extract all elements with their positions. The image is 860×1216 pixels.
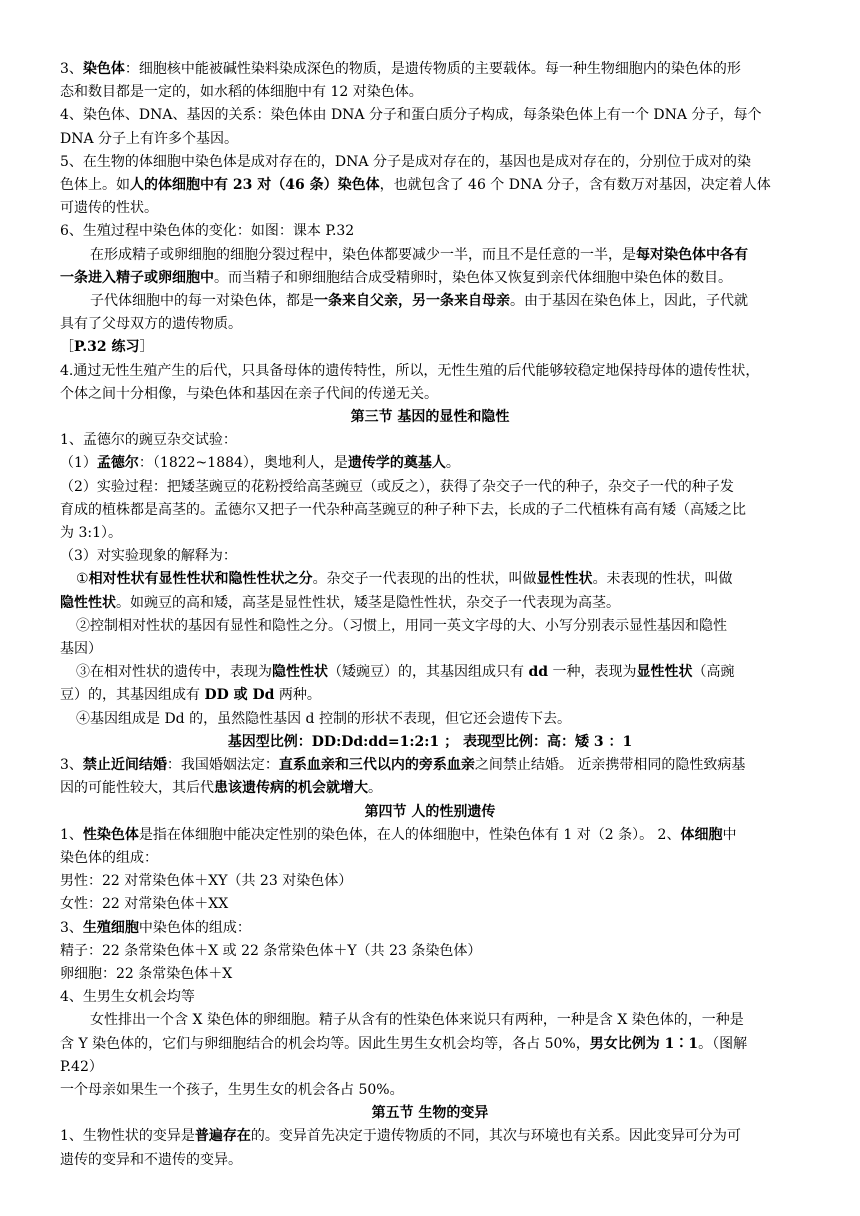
text-line xyxy=(60,777,800,800)
text-line xyxy=(60,452,800,475)
text-line xyxy=(60,58,800,81)
bold-text: 每对染色体中各有 xyxy=(636,246,748,263)
text-line xyxy=(60,1149,800,1172)
text-line xyxy=(60,174,800,197)
text-span: 的。变异首先决定于遗传物质的不同，其次与环境也有关系。因此变异可分为可 xyxy=(250,1128,741,1145)
text-span: ，也就包含了 46 个 DNA 分子，含有数万对基因，决定着人体 xyxy=(379,177,771,194)
bold-text: 体细胞 xyxy=(680,826,723,843)
bold-text: 隐性性状 xyxy=(272,664,328,681)
text-span: 是指在体细胞中能决定性别的染色体，在人的体细胞中，性染色体有 1 对（2 条）。 2、 xyxy=(138,826,681,843)
text-span: ① xyxy=(76,571,89,588)
text-span: 。由于基因在染色体上，因此，子代就 xyxy=(510,293,748,310)
text-line xyxy=(60,267,800,290)
text-span: 3、 xyxy=(60,919,83,936)
text-span: 4.通过无性生殖产生的后代，只具备母体的遗传特性，所以，无性生殖的后代能够较稳定地保持母体的遗传性状， xyxy=(60,362,760,379)
text-span: 3、 xyxy=(60,61,83,77)
bold-text: 患该遗传病的机会就增大 xyxy=(214,780,368,797)
text-line xyxy=(60,1125,800,1148)
text-span: 。未表现的性状，叫做 xyxy=(592,571,733,588)
text-span: 育成的植株都是高茎的。孟德尔又把子一代杂种高茎豌豆的种子种下去，长成的子二代植株有高有矮（高矮之比 xyxy=(60,501,746,518)
section-heading xyxy=(60,406,800,429)
text-span: 一种，表现为 xyxy=(548,664,637,681)
text-span: 中染色体的组成： xyxy=(138,919,251,936)
bold-text: 第五节 生物的变异 xyxy=(371,1105,489,1122)
text-line xyxy=(60,499,800,522)
bold-text: 遗传学的奠基人 xyxy=(347,455,446,472)
text-line xyxy=(60,917,800,940)
text-line xyxy=(60,847,800,870)
text-line xyxy=(60,522,800,545)
text-span: （矮豌豆）的，其基因组成只有 xyxy=(328,664,529,681)
text-line xyxy=(60,244,800,267)
text-line xyxy=(60,940,800,963)
text-line xyxy=(60,661,800,684)
text-span: P.42） xyxy=(60,1058,103,1075)
text-span: 5、在生物的体细胞中染色体是成对存在的，DNA 分子是成对存在的，基因也是成对存在的，分别位于成对的染 xyxy=(60,153,751,170)
text-span: 。而当精子和卵细胞结合成受精卵时，染色体又恢复到亲代体细胞中染色体的数目。 xyxy=(214,269,732,286)
text-span: 豆）的，其基因组成有 xyxy=(60,687,205,704)
text-line xyxy=(60,963,800,986)
text-span: 。如豌豆的高和矮，高茎是显性性状，矮茎是隐性性状，杂交子一代表现为高茎。 xyxy=(116,594,620,611)
text-span: （2）实验过程：把矮茎豌豆的花粉授给高茎豌豆（或反之），获得了杂交子一代的种子，杂交子一代的种子发 xyxy=(60,478,734,495)
text-line xyxy=(60,592,800,615)
text-span: 态和数目都是一定的，如水稻的体细胞中有 12 对染色体。 xyxy=(60,84,423,101)
text-line xyxy=(60,893,800,916)
bold-text: 隐性性状 xyxy=(60,594,116,611)
bold-text: 人的体细胞中有 23 对（46 条）染色体 xyxy=(130,177,380,194)
bold-text: dd xyxy=(528,664,549,681)
text-span: 色体上。如 xyxy=(60,177,130,194)
text-span: ③在相对性状的遗传中，表现为 xyxy=(76,664,272,681)
text-line xyxy=(60,568,800,591)
bold-text: 第三节 基因的显性和隐性 xyxy=(350,409,510,426)
text-line xyxy=(60,638,800,661)
text-line xyxy=(60,615,800,638)
text-span: 含 Y 染色体的，它们与卵细胞结合的机会均等。因此生男生女机会均等，各占 50%， xyxy=(60,1035,590,1052)
text-span: 1、孟德尔的豌豆杂交试验： xyxy=(60,432,237,449)
text-span: ④基因组成是 Dd 的，虽然隐性基因 d 控制的形状不表现，但它还会遗传下去。 xyxy=(76,710,571,727)
text-span: 男性：22 对常染色体＋XY（共 23 对染色体） xyxy=(60,873,353,890)
text-span: 基因） xyxy=(60,641,102,658)
text-span: 为 3:1）。 xyxy=(60,525,122,542)
text-line xyxy=(60,360,800,383)
text-line xyxy=(60,870,800,893)
text-span: 具有了父母双方的遗传物质。 xyxy=(60,316,242,333)
text-line xyxy=(60,1033,800,1056)
text-span: （高豌 xyxy=(692,664,735,681)
bold-text: 相对性状有显性性状和隐性性状之分 xyxy=(88,571,313,588)
text-line xyxy=(60,151,800,174)
bold-text: 禁止近间结婚 xyxy=(82,757,167,774)
text-line xyxy=(60,197,800,220)
text-span: 中 xyxy=(722,826,737,843)
section-heading xyxy=(60,1102,800,1125)
bold-text: 显性性状 xyxy=(536,571,593,588)
text-span: 1、生物性状的变异是 xyxy=(60,1128,195,1145)
text-line xyxy=(60,545,800,568)
text-line xyxy=(60,1009,800,1032)
text-line xyxy=(60,476,800,499)
text-line xyxy=(60,383,800,406)
text-span: ：（1822~1884），奥地利人，是 xyxy=(138,455,348,472)
text-line xyxy=(60,1056,800,1079)
text-line xyxy=(60,1079,800,1102)
bold-text: 基因型比例：DD:Dd:dd=1:2:1 ； 表现型比例：高：矮 3 ：1 xyxy=(227,733,633,750)
section-heading xyxy=(60,801,800,824)
bold-text: 直系血亲和三代以内的旁系血亲 xyxy=(278,757,475,774)
text-span: 6、生殖过程中染色体的变化：如图：课本 P.32 xyxy=(60,223,355,240)
text-line xyxy=(60,754,800,777)
text-span: 染色体的组成： xyxy=(60,849,158,866)
text-line xyxy=(60,104,800,127)
text-span: 。 xyxy=(368,780,382,797)
text-span: 3、 xyxy=(60,757,83,774)
text-line xyxy=(60,429,800,452)
text-span: 女性排出一个含 X 染色体的卵细胞。精子从含有的性染色体来说只有两种，一种是含 X 染色体的，一种是 xyxy=(90,1012,744,1029)
text-span: 因的可能性较大，其后代 xyxy=(60,780,214,797)
text-span: ：我国婚姻法定： xyxy=(166,757,279,774)
text-line xyxy=(60,708,800,731)
text-span: 在形成精子或卵细胞的细胞分裂过程中，染色体都要减少一半，而且不是任意的一半，是 xyxy=(90,246,636,263)
text-line xyxy=(60,128,800,151)
bold-text: 性染色体 xyxy=(82,826,139,843)
text-span: 卵细胞：22 条常染色体＋X xyxy=(60,965,233,982)
text-span: 4、生男生女机会均等 xyxy=(60,989,195,1006)
text-span: 精子：22 条常染色体＋X 或 22 条常染色体＋Y（共 23 条染色体） xyxy=(60,942,482,959)
bold-text: 普遍存在 xyxy=(194,1128,251,1145)
bold-text: DD 或 Dd xyxy=(204,687,275,704)
text-span: 遗传的变异和不遗传的变异。 xyxy=(60,1151,242,1168)
bold-text: P.32 练习 xyxy=(74,339,140,356)
text-line xyxy=(60,336,800,359)
bold-text: 第四节 人的性别遗传 xyxy=(364,803,496,820)
text-span: 两种。 xyxy=(274,687,321,704)
bold-text: 显性性状 xyxy=(636,664,693,681)
bold-text: 一条进入精子或卵细胞中 xyxy=(60,269,214,286)
text-span: 。（图解 xyxy=(698,1035,748,1052)
text-span: 之间禁止结婚。 近亲携带相同的隐性致病基 xyxy=(474,757,746,774)
bold-text: 染色体 xyxy=(82,61,125,77)
text-line xyxy=(60,684,800,707)
text-line xyxy=(60,313,800,336)
text-span: ②控制相对性状的基因有显性和隐性之分。（习惯上，用同一英文字母的大、小写分别表示显性基因和隐性 xyxy=(76,617,727,634)
text-span: 一个母亲如果生一个孩子，生男生女的机会各占 50%。 xyxy=(60,1081,404,1098)
text-span: ：细胞核中能被碱性染料染成深色的物质，是遗传物质的主要载体。每一种生物细胞内的染色体的形 xyxy=(124,61,741,77)
text-span: ［ xyxy=(60,339,74,356)
text-span: DNA 分子上有许多个基因。 xyxy=(60,130,239,147)
bold-text: 生殖细胞 xyxy=(82,919,139,936)
text-span: 女性：22 对常染色体＋XX xyxy=(60,896,229,913)
text-line xyxy=(60,824,800,847)
text-span: 。 xyxy=(445,455,460,472)
text-span: 1、 xyxy=(60,826,83,843)
text-span: ］ xyxy=(139,339,154,356)
text-line xyxy=(60,81,800,104)
text-line xyxy=(60,220,800,243)
text-line xyxy=(60,986,800,1009)
text-span: （3）对实验现象的解释为： xyxy=(60,548,237,565)
bold-text: 孟德尔 xyxy=(96,455,139,472)
text-line xyxy=(60,290,800,313)
text-span: （1） xyxy=(60,455,97,472)
bold-text: 一条来自父亲，另一条来自母亲 xyxy=(314,293,510,310)
text-span: 个体之间十分相像，与染色体和基因在亲子代间的传递无关。 xyxy=(60,385,438,402)
text-span: 子代体细胞中的每一对染色体，都是 xyxy=(90,293,314,310)
bold-text: 男女比例为 1∶1 xyxy=(589,1035,699,1052)
text-span: 可遗传的性状。 xyxy=(60,200,158,217)
section-heading xyxy=(60,731,800,754)
text-span: 4、染色体、DNA、基因的关系：染色体由 DNA 分子和蛋白质分子构成，每条染色体上有一个 DNA 分子，每个 xyxy=(60,107,762,124)
text-span: 。杂交子一代表现的出的性状，叫做 xyxy=(312,571,537,588)
